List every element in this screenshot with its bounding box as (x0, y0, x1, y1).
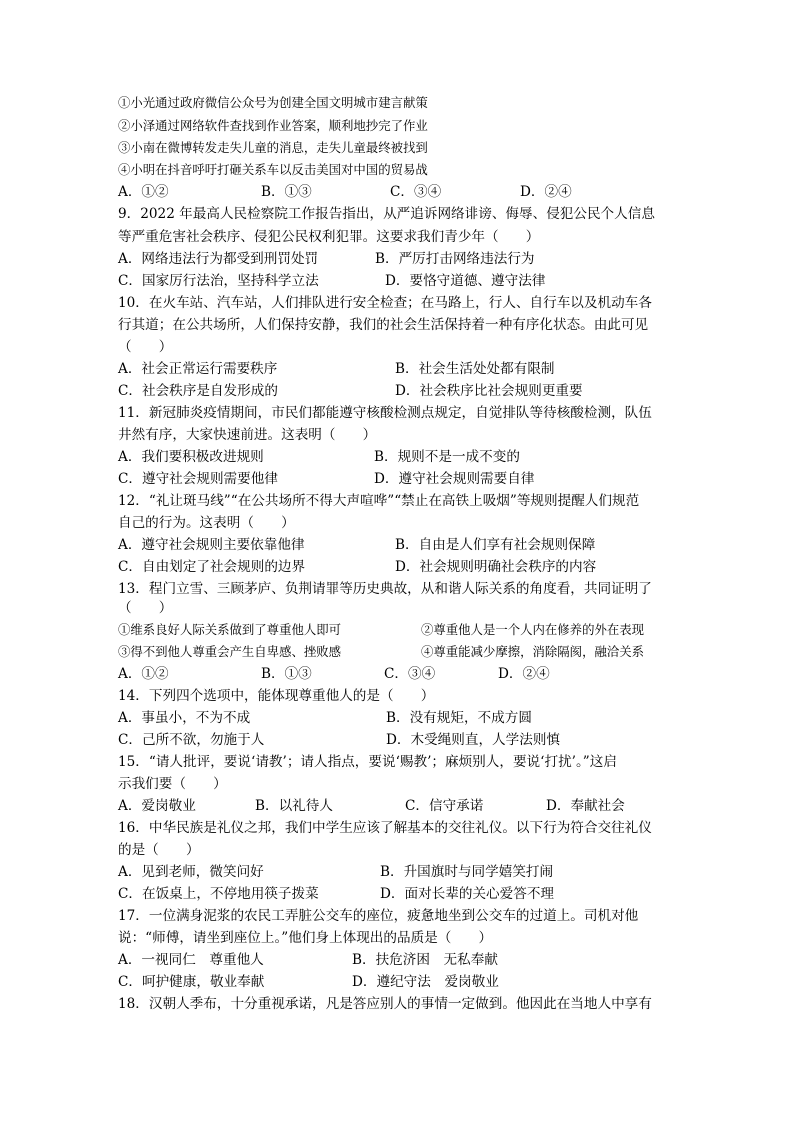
option-d: D．奉献社会 (546, 798, 625, 814)
option-d: D．要恪守道德、遵守法律 (385, 273, 546, 289)
option-a: A．①② (118, 184, 169, 200)
question-16-line-2: 的是（ ） (118, 842, 200, 858)
option-a: A．一视同仁 尊重他人 (118, 952, 264, 968)
statement-2: ②尊重他人是一个人内在修养的外在表现 (421, 622, 645, 637)
option-a: A．我们要积极改进规则 (118, 449, 264, 465)
question-9-line-1: 9．2022 年最高人民检察院工作报告指出，从严追诉网络诽谤、侮辱、侵犯公民个人信息 (118, 206, 655, 222)
option-a: A．①② (118, 666, 169, 682)
option-a: A．遵守社会规则主要依靠他律 (118, 537, 305, 553)
option-c: C．社会秩序是自发形成的 (118, 383, 278, 399)
option-c: C．呵护健康，敬业奉献 (118, 974, 265, 990)
option-d: D．遵守社会规则需要自律 (374, 471, 535, 487)
statement-1: ①维系良好人际关系做到了尊重他人即可 (118, 622, 342, 637)
question-10-line-2: 行其道；在公共场所，人们保持安静，我们的社会生活保持着一种有序化状态。由此可见 (118, 317, 649, 333)
option-b: B．社会生活处处都有限制 (395, 361, 555, 377)
question-15-line-2: 示我们要（ ） (118, 776, 227, 792)
option-d: D．②④ (498, 666, 550, 682)
options-q17-row-2 (118, 972, 678, 992)
question-12-line-1: 12．“礼让斑马线”“在公共场所不得大声喧哗”“禁止在高铁上吸烟”等规则提醒人们规范 (118, 493, 640, 509)
option-c: C．③④ (390, 184, 442, 200)
question-13-line-1: 13．程门立雪、三顾茅庐、负荆请罪等历史典故，从和谐人际关系的角度看，共同证明了 (118, 581, 652, 597)
option-b: B．①③ (261, 184, 312, 200)
options-q16-row-1 (118, 862, 678, 882)
option-a: A．见到老师，微笑问好 (118, 864, 264, 880)
options-q14-row-1 (118, 708, 678, 728)
option-b: B．没有规矩，不成方圆 (386, 710, 532, 726)
question-9-line-2: 等严重危害社会秩序、侵犯公民权利犯罪。这要求我们青少年（ ） (118, 229, 540, 245)
question-15-line-1: 15．“请人批评，要说‘请教’；请人指点，要说‘赐教’；麻烦别人，要说‘打扰’。”这启 (118, 754, 617, 770)
question-11-line-1: 11．新冠肺炎疫情期间，市民们都能遵守核酸检测点规定，自觉排队等待核酸检测，队伍 (118, 405, 652, 421)
options-q15 (118, 796, 678, 816)
options-q10-row-2 (118, 381, 678, 401)
options-q13 (118, 664, 678, 684)
option-d: D．面对长辈的关心爱答不理 (380, 886, 555, 902)
option-b: B．扶危济困 无私奉献 (352, 952, 498, 968)
option-c: C．③④ (384, 666, 436, 682)
option-d: D．社会秩序比社会规则更重要 (395, 383, 583, 399)
question-10-line-1: 10．在火车站、汽车站，人们排队进行安全检查；在马路上，行人、自行车以及机动车各 (118, 295, 652, 311)
question-11-line-2: 井然有序，大家快速前进。这表明（ ） (118, 427, 377, 443)
statement-3: ③得不到他人尊重会产生自卑感、挫败感 (118, 644, 342, 659)
option-a: A．社会正常运行需要秩序 (118, 361, 278, 377)
options-q8 (118, 182, 678, 202)
question-17-line-1: 17．一位满身泥浆的农民工弄脏公交车的座位，疲惫地坐到公交车的过道上。司机对他 (118, 908, 639, 924)
option-c: C．遵守社会规则需要他律 (118, 471, 278, 487)
option-c: C．己所不欲，勿施于人 (118, 732, 265, 748)
option-a: A．事虽小，不为不成 (118, 710, 251, 726)
options-q9-row-2 (118, 271, 678, 291)
options-q14-row-2 (118, 730, 678, 750)
option-c: C．在饭桌上，不停地用筷子拨菜 (118, 886, 319, 902)
options-q13-statements-2 (118, 642, 678, 662)
option-c: C．国家厉行法治，坚持科学立法 (118, 273, 319, 289)
option-d: D．木受绳则直，人学法则慎 (386, 732, 561, 748)
options-q9-row-1 (118, 249, 678, 269)
question-14: 14．下列四个选项中，能体现尊重他人的是（ ） (118, 688, 435, 704)
options-q13-statements-1 (118, 620, 678, 640)
option-d: D．②④ (520, 184, 572, 200)
question-17-line-2: 说：“师傅，请坐到座位上。”他们身上体现出的品质是（ ） (118, 930, 493, 946)
options-q12-row-2 (118, 557, 678, 577)
options-q16-row-2 (118, 884, 678, 904)
statement-2: ②小泽通过网络软件查找到作业答案，顺利地抄完了作业 (118, 118, 428, 133)
question-12-line-2: 自己的行为。这表明（ ） (118, 515, 295, 531)
statement-1: ①小光通过政府微信公众号为创建全国文明城市建言献策 (118, 95, 428, 110)
option-b: B．规则不是一成不变的 (374, 449, 520, 465)
options-q17-row-1 (118, 950, 678, 970)
option-b: B．升国旗时与同学嬉笑打闹 (380, 864, 554, 880)
question-10-line-3: （ ） (118, 339, 173, 355)
statement-4: ④小明在抖音呼吁打砸关系车以反击美国对中国的贸易战 (118, 162, 428, 177)
statement-3: ③小南在微博转发走失儿童的消息，走失儿童最终被找到 (118, 140, 428, 155)
options-q10-row-1 (118, 359, 678, 379)
options-q11-row-2 (118, 469, 678, 489)
option-b: B．严厉打击网络违法行为 (375, 251, 535, 267)
option-c: C．自由划定了社会规则的边界 (118, 559, 306, 575)
option-a: A．网络违法行为都受到刑罚处罚 (118, 251, 319, 267)
option-d: D．社会规则明确社会秩序的内容 (395, 559, 597, 575)
option-c: C．信守承诺 (405, 798, 484, 814)
question-13-line-2: （ ） (118, 600, 173, 616)
option-a: A．爱岗敬业 (118, 798, 196, 814)
options-q12-row-1 (118, 535, 678, 555)
question-16-line-1: 16．中华民族是礼仪之邦，我们中学生应该了解基本的交往礼仪。以下行为符合交往礼仪 (118, 820, 652, 836)
option-b: B．自由是人们享有社会规则保障 (395, 537, 596, 553)
option-b: B．以礼待人 (255, 798, 333, 814)
question-18-line-1: 18．汉朝人季布，十分重视承诺，凡是答应别人的事情一定做到。他因此在当地人中享有 (118, 996, 652, 1012)
option-d: D．遵纪守法 爱岗敬业 (352, 974, 499, 990)
statement-4: ④尊重能减少摩擦，消除隔阂，融洽关系 (421, 644, 645, 659)
option-b: B．①③ (261, 666, 312, 682)
options-q11-row-1 (118, 447, 678, 467)
